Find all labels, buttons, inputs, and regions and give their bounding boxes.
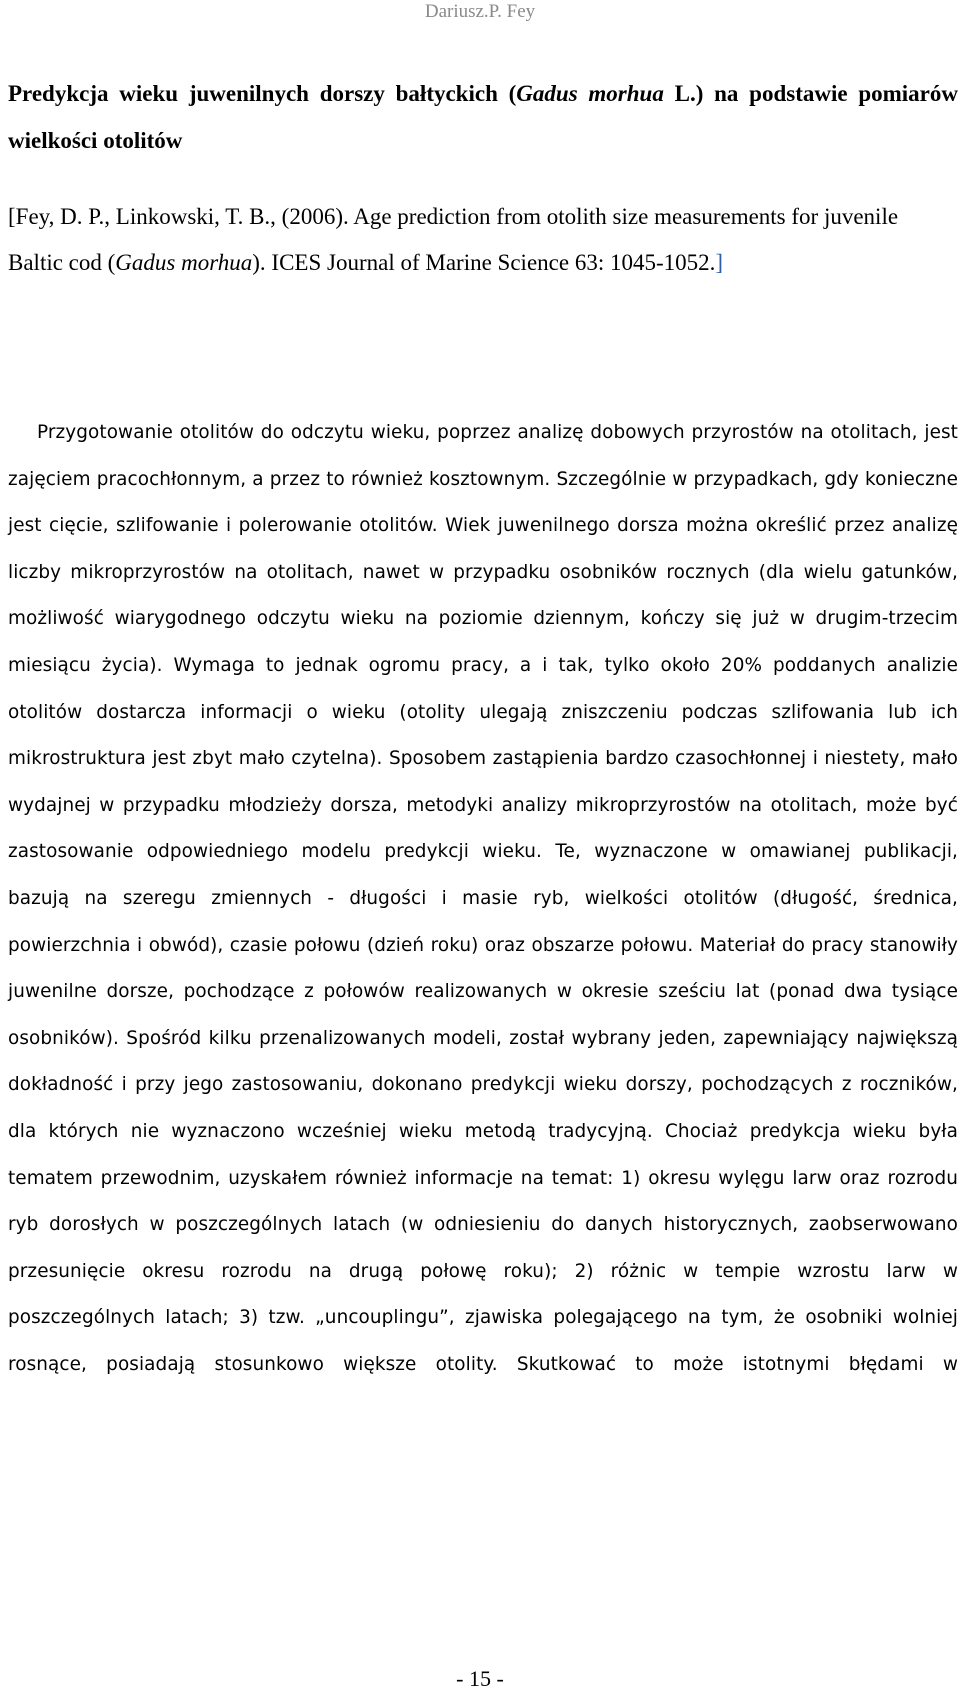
abstract-paragraph: Przygotowanie otolitów do odczytu wieku, poprzez analizę dobowych przyrostów na otolitach, jest zajęciem pracochłonnym, a przez to również kosztownym. Szczególnie w przypadkach, gdy konieczne jest cięcie, szlifowanie i polerowanie otolitów. Wiek juwenilnego dorsza można określić przez analizę liczby mikroprzyrostów na otolitach, nawet w przypadku osobników rocznych (dla wielu gatunków, możliwość wiarygodnego odczytu wieku na poziomie dziennym, kończy się już w drugim-trzecim miesiącu życia). Wymaga to jednak ogromu pracy, a i tak, tylko około 20% poddanych analizie otolitów dostarcza informacji o wieku (otolity ulegają zniszczeniu podczas szlifowania lub ich mikrostruktura jest zbyt mało czytelna). Sposobem zastąpienia bardzo czasochłonnej i niestety, mało wydajnej w przypadku młodzieży dorsza, metodyki analizy mikroprzyrostów na otolitach, może być zastosowanie odpowiedniego modelu predykcji wieku. Te, wyznaczone w omawianej publikacji, bazują na szeregu zmiennych - długości i masie ryb, wielkości otolitów (długość, średnica, powierzchnia i obwód), czasie połowu (dzień roku) oraz obszarze połowu. Materiał do pracy stanowiły juwenilne dorsze, pochodzące z połowów realizowanych w okresie sześciu lat (ponad dwa tysiące osobników). Spośród kilku przenalizowanych modeli, został wybrany jeden, zapewniający największą dokładność i przy jego zastosowaniu, dokonano predykcji wieku dorszy, pochodzących z roczników, dla których nie wyznaczono wcześniej wieku metodą tradycyjną. Chociaż predykcja wieku była tematem przewodnim, uzyskałem również informacje na temat: 1) okresu wylęgu larw oraz rozrodu ryb dorosłych w poszczególnych latach (w odniesieniu do danych historycznych, zaobserwowano przesunięcie okresu rozrodu na drugą połowę roku); 2) różnic w tempie wzrostu larw w poszczególnych latach; 3) tzw. „uncouplingu”, zjawiska polegającego na tym, że osobniki wolniej rosnące, posiadają stosunkowo większe otolity. Skutkować to może istotnymi błędami w bbox=[8, 422, 958, 1375]
citation-part1: [Fey, D. P., Linkowski, T. B., (2006). Age prediction from otolith size measurements for juvenile Baltic cod ( bbox=[8, 204, 899, 275]
title-part2: L.) na podstawie pomiarów wielkości otolitów bbox=[8, 81, 958, 153]
page-number: - 15 - bbox=[456, 1666, 504, 1691]
title-part1: Predykcja wieku juwenilnych dorszy bałtyckich ( bbox=[8, 81, 517, 106]
title-species-name: Gadus morhua bbox=[516, 81, 664, 106]
publication-citation bbox=[8, 194, 958, 286]
document-title bbox=[8, 70, 958, 164]
page-header-author: Dariusz.P. Fey bbox=[424, 1, 536, 22]
citation-species-name: Gadus morhua bbox=[115, 250, 253, 275]
citation-part2: ). ICES Journal of Marine Science 63: 1045-1052. bbox=[252, 250, 716, 275]
citation-close-bracket: ] bbox=[715, 250, 724, 275]
